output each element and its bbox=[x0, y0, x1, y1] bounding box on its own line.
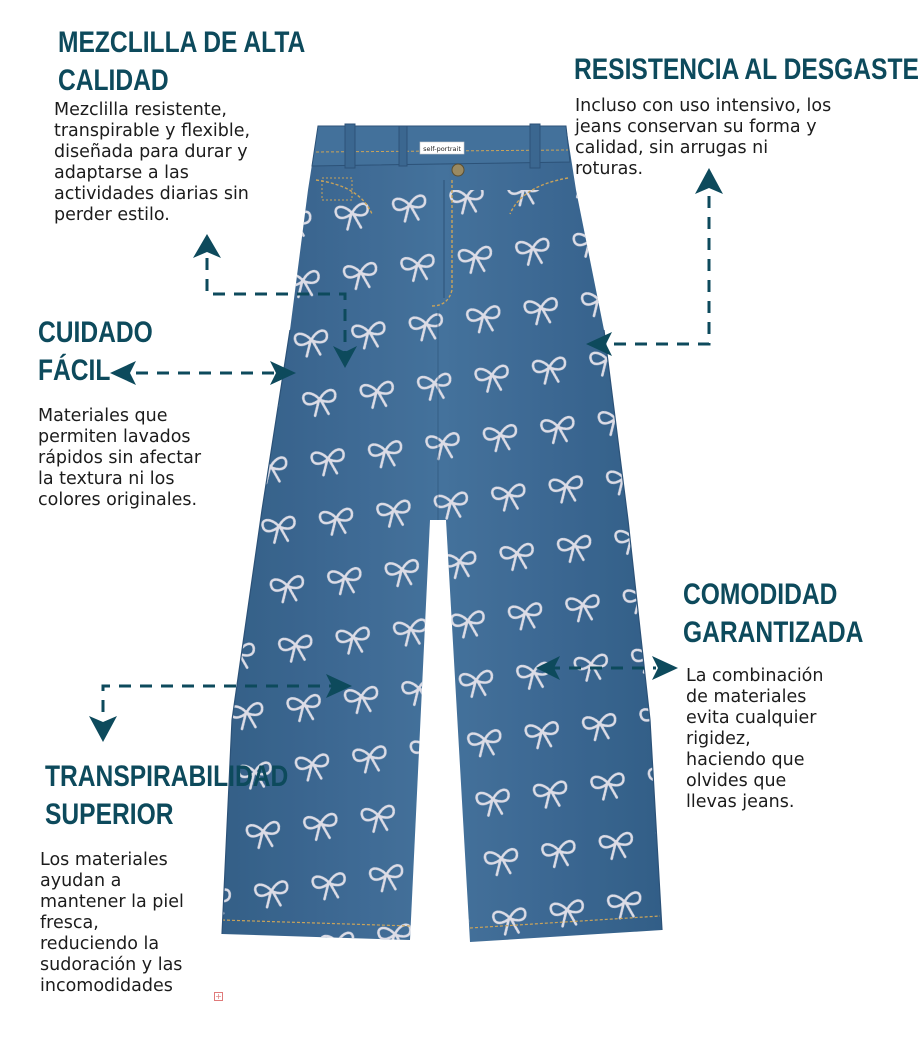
breath-title bbox=[45, 758, 288, 834]
brand-label-text: self-portrait bbox=[423, 145, 461, 153]
care-title-line-2: FÁCIL bbox=[38, 354, 111, 387]
wear-title-line-1: RESISTENCIA AL DESGASTE bbox=[574, 53, 919, 86]
breath-title-line-2: SUPERIOR bbox=[45, 798, 174, 831]
quality-title bbox=[58, 24, 305, 100]
wear-title bbox=[574, 51, 919, 89]
comfort-title-line-2: GARANTIZADA bbox=[683, 616, 864, 649]
care-title bbox=[38, 314, 153, 390]
wear-description: Incluso con uso intensivo, los jeans conservan su forma y calidad, sin arrugas ni roturas. bbox=[575, 96, 832, 179]
quality-description: Mezclilla resistente, transpirable y flexible, diseñada para durar y adaptarse a las actividades diarias sin perder estilo. bbox=[54, 100, 251, 225]
breath-description: Los materiales ayudan a mantener la piel fresca, reduciendo la sudoración y las incomodidades bbox=[40, 850, 184, 996]
comfort-description: La combinación de materiales evita cualquier rigidez, haciendo que olvides que llevas jeans. bbox=[686, 666, 824, 812]
breath-title-line-1: TRANSPIRABILIDAD bbox=[45, 760, 289, 793]
comfort-title bbox=[683, 576, 863, 652]
quality-title-line-2: CALIDAD bbox=[58, 64, 169, 97]
care-title-line-1: CUIDADO bbox=[38, 316, 153, 349]
quality-title-line-1: MEZCLILLA DE ALTA bbox=[58, 26, 306, 59]
comfort-title-line-1: COMODIDAD bbox=[683, 578, 838, 611]
care-description: Materiales que permiten lavados rápidos sin afectar la textura ni los colores originales. bbox=[38, 406, 202, 510]
plus-icon: + bbox=[215, 992, 222, 1001]
button bbox=[452, 164, 464, 176]
